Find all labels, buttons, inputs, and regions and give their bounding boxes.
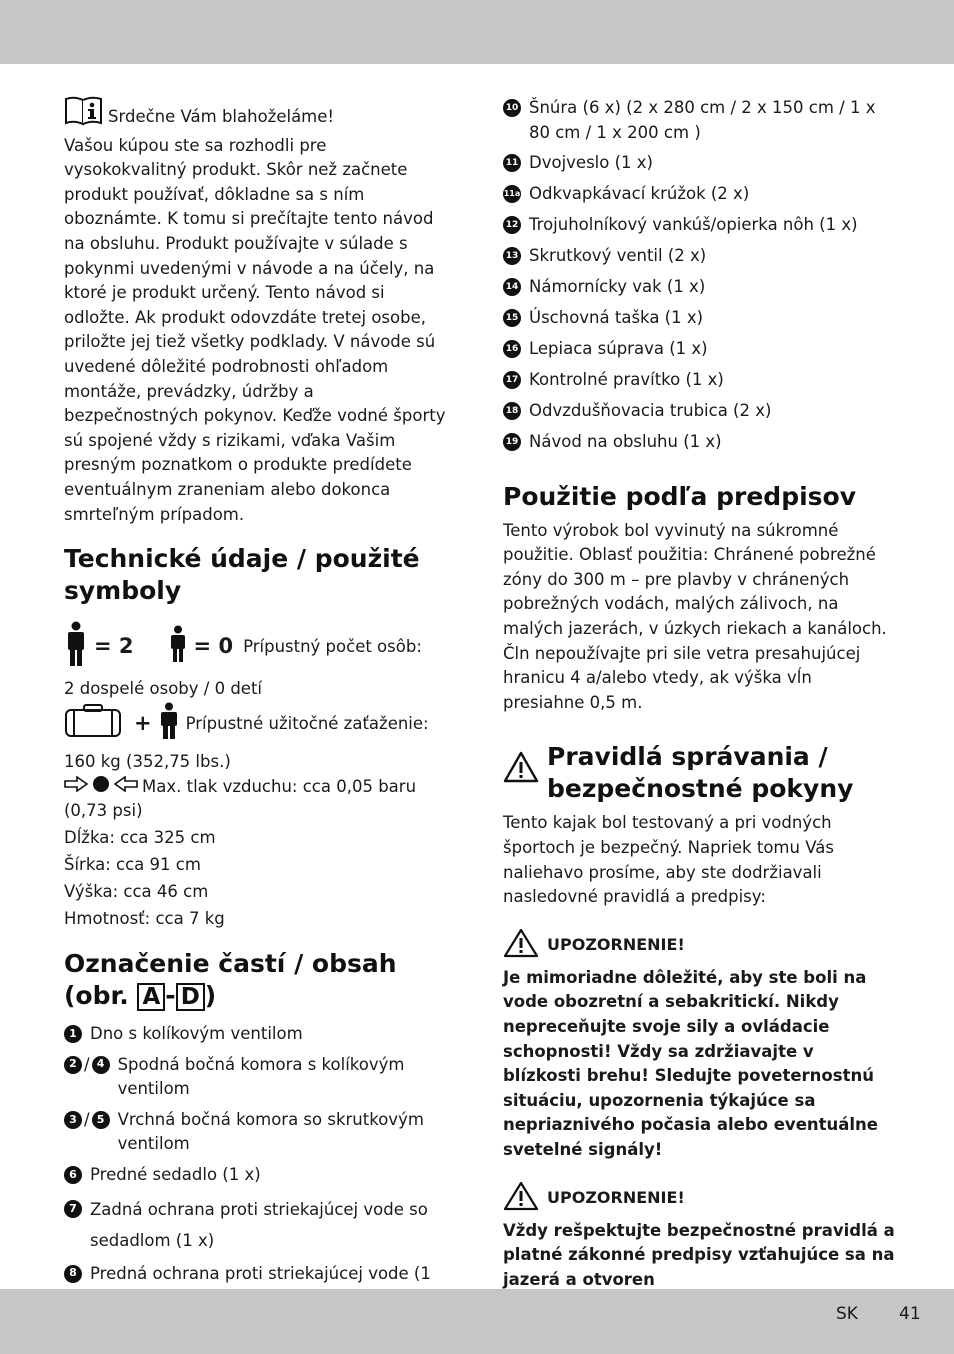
list-item-text: Úschovná taška (1 x) (529, 308, 704, 328)
list-item-text: Návod na obsluhu (1 x) (529, 432, 722, 452)
child-person-icon (168, 625, 188, 667)
right-column (503, 96, 895, 1292)
safety-heading-row (503, 741, 895, 805)
persons-value: 2 dospelé osoby / 0 detí (64, 679, 263, 699)
number-badge: 1 (64, 1025, 82, 1043)
list-item (503, 182, 895, 207)
safety-heading: Pravidlá správania / bezpečnostné pokyny (547, 742, 854, 804)
plus-sign: + (134, 711, 152, 736)
pressure-row (64, 775, 448, 797)
number-badge: 11a (503, 185, 521, 203)
list-item-text: Kontrolné pravítko (1 x) (529, 370, 724, 390)
warning-1-header (503, 928, 895, 962)
list-item-text: Vrchná bočná komora so skrutkovým ventilom (117, 1109, 424, 1154)
list-item-text: Dvojveslo (1 x) (529, 153, 653, 173)
figure-dash: - (165, 981, 176, 1011)
footer-language: SK (836, 1304, 858, 1324)
number-badge: 6 (64, 1166, 82, 1184)
list-item (503, 337, 895, 362)
list-item-text: Trojuholníkový vankúš/opierka nôh (1 x) (529, 215, 858, 235)
children-count: = 0 (193, 634, 234, 659)
list-item-text: Odkvapkávací krúžok (2 x) (529, 184, 750, 204)
parts-heading (64, 948, 448, 1012)
warning-triangle-icon (503, 1181, 539, 1215)
list-item (503, 213, 895, 238)
number-badge: 11 (503, 154, 521, 172)
list-item (503, 96, 895, 145)
number-badge: 5 (92, 1111, 110, 1129)
list-item: 2 / 4 Spodná bočná komora s kolíkovým ventilom (64, 1053, 448, 1102)
list-item (503, 275, 895, 300)
parts-heading-line1: Označenie častí / obsah (64, 949, 397, 979)
adult-person-icon (64, 621, 88, 671)
parts-heading-close: ) (204, 981, 217, 1011)
person-load-icon (158, 702, 180, 744)
number-badge: 7 (64, 1200, 82, 1218)
list-item-text: Šnúra (6 x) (2 x 280 cm / 2 x 150 cm / 1 x 80 cm / 1 x 200 cm ) (529, 98, 876, 142)
list-item-text: Predná ochrana proti striekajúcej vode (1 (90, 1263, 431, 1283)
list-item-text: Dno s kolíkovým ventilom (90, 1024, 303, 1044)
weight: Hmotnosť: cca 7 kg (64, 909, 225, 929)
list-item (503, 399, 895, 424)
number-badge: 15 (503, 309, 521, 327)
usage-text: Tento výrobok bol vyvinutý na súkromné použitie. Oblasť použitia: Chránené pobrežné zóny do 300 m – pre plavby v chránených pobrežných vodách, malých zálivoch, na malých jazerách, v úzkych riekach a kanáloch. Čln nepoužívajte pri sile vetra presahujúcej hranicu 4 a/alebo vtedy, ak výška vĺn presiahne 0,5 m. (503, 520, 887, 712)
list-item-text: Odvzdušňovacia trubica (2 x) (529, 401, 772, 421)
info-icon (64, 96, 104, 134)
list-item (64, 1194, 448, 1256)
list-item (503, 306, 895, 331)
number-badge: 2 (64, 1056, 82, 1074)
number-badge: 14 (503, 278, 521, 296)
arrow-right-icon (64, 776, 88, 796)
number-badge: 16 (503, 340, 521, 358)
arrow-left-icon (114, 776, 138, 796)
number-badge: 8 (64, 1265, 82, 1283)
luggage-icon (64, 704, 122, 742)
list-item (64, 1163, 448, 1188)
pressure-value: (0,73 psi) (64, 801, 143, 821)
intro-text: Vašou kúpou ste sa rozhodli pre vysokokvalitný produkt. Skôr než začnete produkt používať, dôkladne sa s ním oboznámte. K tomu si prečítajte tento návod na obsluhu. Produkt používajte v súlade s pokynmi uvedenými v návode a na účely, na ktoré je produkt určený. Tento návod si odložte. Ak produkt odovzdáte tretej osobe, priložte jej tiež všetky podklady. V návode sú uvedené dôležité podrobnosti ohľadom montáže, prevádzky, údržby a bezpečnostných pokynov. Keďže vodné športy sú spojené vždy s rizikami, vďaka Vašim presným poznatkom o produkte predídete eventuálnym zraneniam alebo dokonca smrteľným prípadom. (64, 135, 446, 524)
height: Výška: cca 46 cm (64, 882, 209, 902)
number-badge: 18 (503, 402, 521, 420)
load-label: Prípustné užitočné zaťaženie: (185, 713, 429, 733)
load-symbol-row (64, 702, 448, 744)
number-badge: 13 (503, 247, 521, 265)
air-valve-icon (92, 775, 110, 797)
tech-heading: Technické údaje / použité symboly (64, 544, 420, 606)
number-badge: 17 (503, 371, 521, 389)
warning-triangle-icon (503, 928, 539, 962)
warning-1-title: UPOZORNENIE! (547, 935, 685, 955)
list-item-text: Predné sedadlo (1 x) (90, 1165, 261, 1185)
width: Šírka: cca 91 cm (64, 855, 201, 875)
warning-2-header (503, 1181, 895, 1215)
persons-label: Prípustný počet osôb: (243, 636, 422, 656)
pressure-label: Max. tlak vzduchu: cca 0,05 baru (142, 776, 417, 796)
adults-count: = 2 (94, 634, 134, 659)
header-bar (0, 0, 954, 64)
number-badge: 4 (92, 1056, 110, 1074)
load-value: 160 kg (352,75 lbs.) (64, 752, 231, 772)
list-item (503, 430, 895, 455)
number-badge: 19 (503, 433, 521, 451)
number-badge: 3 (64, 1111, 82, 1129)
persons-symbol-row (64, 621, 448, 671)
list-item-text: Námornícky vak (1 x) (529, 277, 706, 297)
list-item (64, 1022, 448, 1047)
list-item-text: Skrutkový ventil (2 x) (529, 246, 707, 266)
list-item: 3 / 5 Vrchná bočná komora so skrutkovým ventilom (64, 1108, 448, 1157)
list-item-text: Spodná bočná komora s kolíkovým ventilom (117, 1054, 405, 1099)
list-item-text: Zadná ochrana proti striekajúcej vode so sedadlom (1 x) (90, 1199, 428, 1250)
list-item-text: Lepiaca súprava (1 x) (529, 339, 708, 359)
number-badge: 12 (503, 216, 521, 234)
footer-bar (0, 1289, 954, 1354)
parts-list-right (503, 96, 895, 455)
intro-section (64, 96, 448, 527)
figure-d-label: D (176, 983, 205, 1011)
warning-2-text: Vždy rešpektujte bezpečnostné pravidlá a platné zákonné predpisy vzťahujúce sa na jazerá a otvoren (503, 1220, 895, 1289)
safety-text: Tento kajak bol testovaný a pri vodných športoch je bezpečný. Napriek tomu Vás naliehavo prosíme, aby ste dodržiavali nasledovné pravidlá a predpisy: (503, 813, 834, 907)
page-number: 41 (899, 1304, 921, 1324)
length: Dĺžka: cca 325 cm (64, 828, 216, 848)
warning-2-title: UPOZORNENIE! (547, 1188, 685, 1208)
usage-heading: Použitie podľa predpisov (503, 481, 857, 511)
warning-1-text: Je mimoriadne dôležité, aby ste boli na vode obozretní a sebakritickí. Nikdy nepreceňujte svoje sily a ovládacie schopnosti! Vždy sa zdržiavajte v blízkosti brehu! Sledujte poveternostnú situáciu, upozornenia týkajúce sa nepriaznivého počasia alebo eventuálne svetelné signály! (503, 967, 878, 1159)
list-item (503, 244, 895, 269)
list-item (503, 151, 895, 176)
number-badge: 10 (503, 99, 521, 117)
intro-greeting: Srdečne Vám blahoželáme! (108, 107, 335, 126)
left-column (64, 96, 448, 1341)
parts-heading-open: (obr. (64, 981, 129, 1011)
warning-triangle-icon (503, 751, 539, 787)
list-item (503, 368, 895, 393)
figure-a-label: A (137, 983, 165, 1011)
